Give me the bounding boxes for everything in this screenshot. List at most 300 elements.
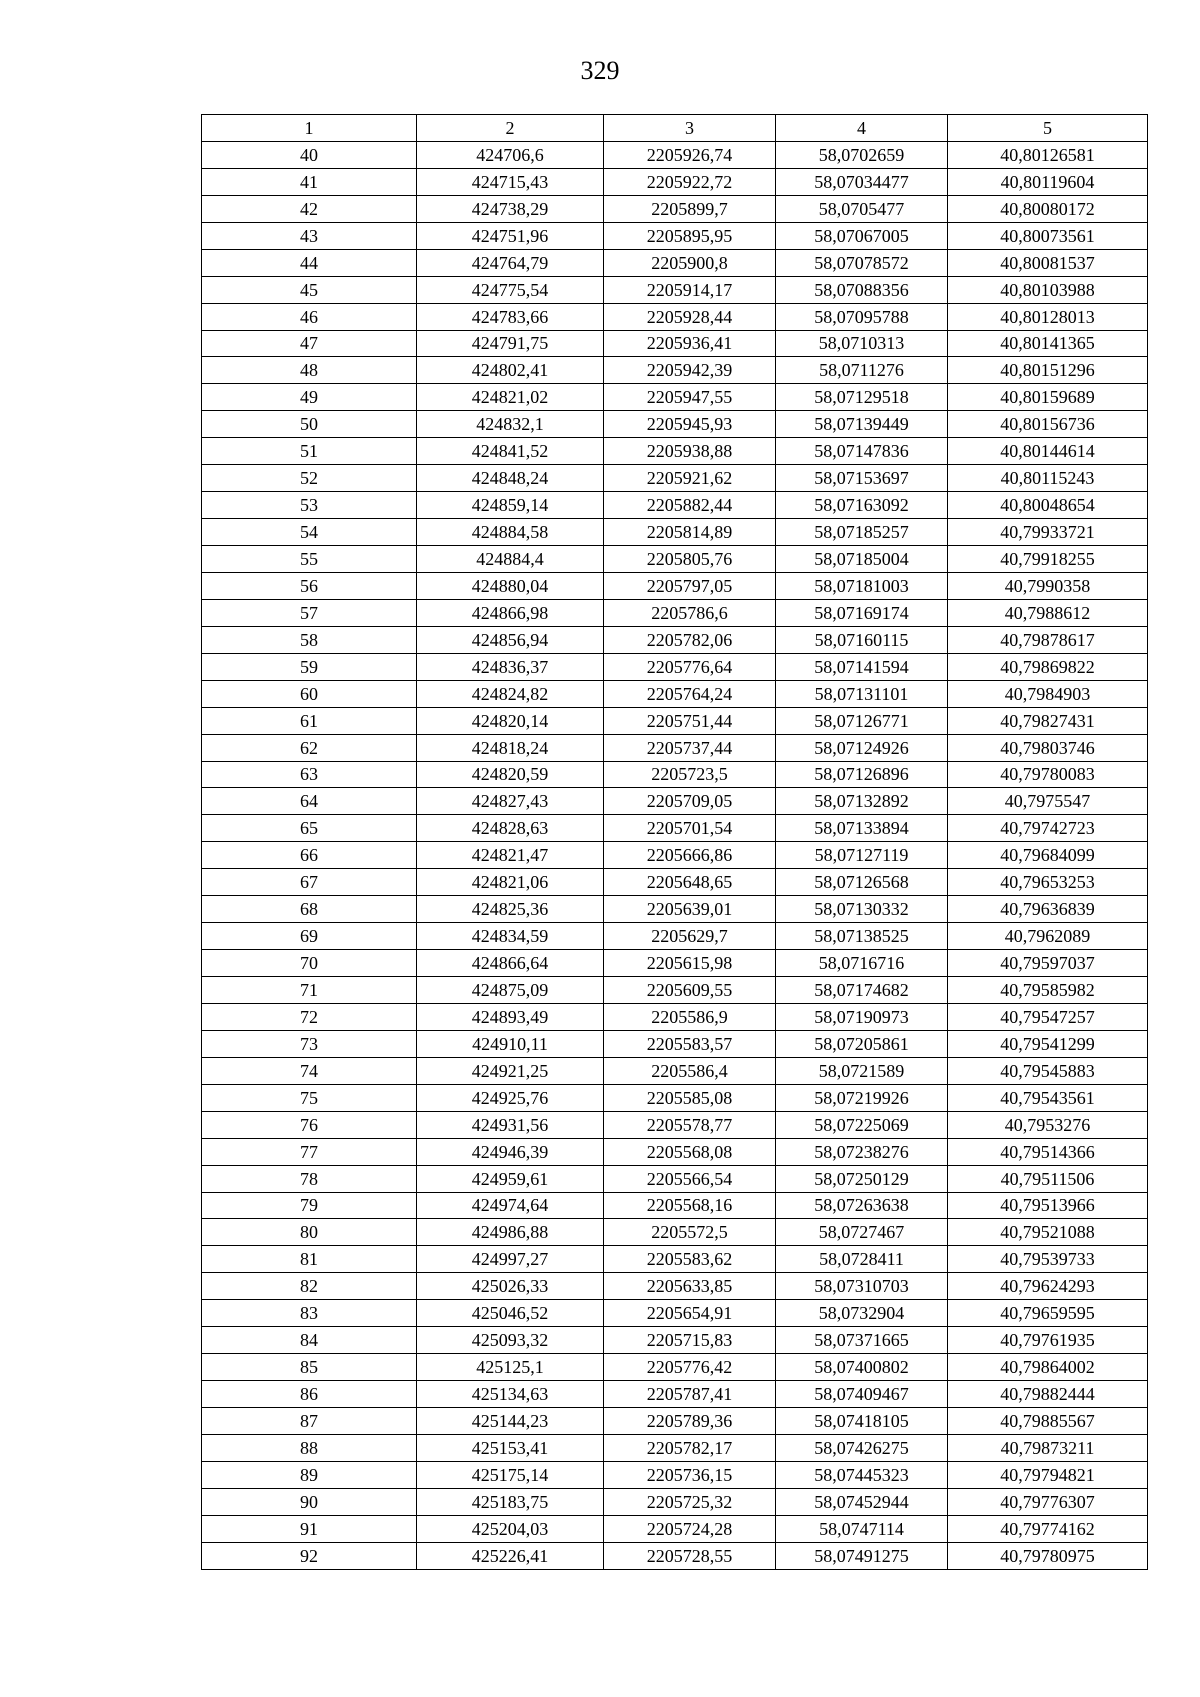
table-cell: 40,80115243 [948, 465, 1148, 492]
column-header-3: 3 [604, 115, 776, 142]
table-cell: 77 [202, 1138, 417, 1165]
table-cell: 40,80156736 [948, 411, 1148, 438]
table-cell: 40,79742723 [948, 815, 1148, 842]
table-cell: 424751,96 [417, 222, 604, 249]
table-row [202, 761, 1148, 788]
table-cell: 2205945,93 [604, 411, 776, 438]
table-row [202, 465, 1148, 492]
table-row [202, 384, 1148, 411]
table-row [202, 923, 1148, 950]
table-cell: 58,07141594 [776, 653, 948, 680]
table-cell: 40,80151296 [948, 357, 1148, 384]
table-cell: 57 [202, 599, 417, 626]
table-cell: 58,07078572 [776, 249, 948, 276]
table-cell: 424997,27 [417, 1246, 604, 1273]
table-cell: 2205787,41 [604, 1381, 776, 1408]
table-cell: 45 [202, 276, 417, 303]
table-cell: 2205805,76 [604, 546, 776, 573]
table-cell: 2205583,57 [604, 1030, 776, 1057]
table-cell: 424738,29 [417, 195, 604, 222]
table-cell: 424848,24 [417, 465, 604, 492]
table-cell: 40,79918255 [948, 546, 1148, 573]
table-cell: 424821,47 [417, 842, 604, 869]
table-row [202, 276, 1148, 303]
table-cell: 75 [202, 1084, 417, 1111]
table-cell: 59 [202, 653, 417, 680]
table-cell: 46 [202, 303, 417, 330]
table-cell: 2205568,16 [604, 1192, 776, 1219]
table-cell: 60 [202, 680, 417, 707]
table-cell: 58,07205861 [776, 1030, 948, 1057]
table-cell: 40,79827431 [948, 707, 1148, 734]
table-cell: 40,79636839 [948, 896, 1148, 923]
table-cell: 2205568,08 [604, 1138, 776, 1165]
table-row [202, 1192, 1148, 1219]
table-cell: 2205572,5 [604, 1219, 776, 1246]
table-cell: 424925,76 [417, 1084, 604, 1111]
table-cell: 85 [202, 1354, 417, 1381]
table-cell: 54 [202, 519, 417, 546]
table-cell: 58 [202, 626, 417, 653]
table-cell: 2205724,28 [604, 1515, 776, 1542]
table-cell: 58,07250129 [776, 1165, 948, 1192]
table-cell: 424893,49 [417, 1003, 604, 1030]
column-header-5: 5 [948, 115, 1148, 142]
table-cell: 40,80128013 [948, 303, 1148, 330]
table-cell: 424974,64 [417, 1192, 604, 1219]
table-cell: 424834,59 [417, 923, 604, 950]
table-cell: 40,80159689 [948, 384, 1148, 411]
table-row [202, 869, 1148, 896]
table-cell: 424824,82 [417, 680, 604, 707]
table-cell: 424866,98 [417, 599, 604, 626]
table-cell: 80 [202, 1219, 417, 1246]
table-cell: 40,79511506 [948, 1165, 1148, 1192]
table-cell: 58,07185004 [776, 546, 948, 573]
table-cell: 82 [202, 1273, 417, 1300]
table-cell: 58,0727467 [776, 1219, 948, 1246]
table-cell: 40,7990358 [948, 572, 1148, 599]
table-cell: 74 [202, 1057, 417, 1084]
table-row [202, 1354, 1148, 1381]
table-cell: 42 [202, 195, 417, 222]
coordinates-table [201, 114, 1148, 1570]
header-row [202, 115, 1148, 142]
table-cell: 40,79539733 [948, 1246, 1148, 1273]
table-cell: 48 [202, 357, 417, 384]
table-cell: 58,07225069 [776, 1111, 948, 1138]
column-header-4: 4 [776, 115, 948, 142]
table-row [202, 1057, 1148, 1084]
table-row [202, 626, 1148, 653]
table-cell: 40,79659595 [948, 1300, 1148, 1327]
table-row [202, 492, 1148, 519]
table-row [202, 1434, 1148, 1461]
table-cell: 2205639,01 [604, 896, 776, 923]
table-row [202, 168, 1148, 195]
table-cell: 40,79684099 [948, 842, 1148, 869]
table-cell: 424921,25 [417, 1057, 604, 1084]
table-cell: 2205737,44 [604, 734, 776, 761]
table-cell: 58,07219926 [776, 1084, 948, 1111]
table-cell: 58,07088356 [776, 276, 948, 303]
table-cell: 2205586,4 [604, 1057, 776, 1084]
table-cell: 2205776,42 [604, 1354, 776, 1381]
table-cell: 58,0702659 [776, 141, 948, 168]
table-row [202, 1138, 1148, 1165]
table-row [202, 195, 1148, 222]
table-row [202, 1488, 1148, 1515]
table-cell: 69 [202, 923, 417, 950]
table-cell: 40,79776307 [948, 1488, 1148, 1515]
table-cell: 90 [202, 1488, 417, 1515]
table-cell: 40,7988612 [948, 599, 1148, 626]
table-cell: 425093,32 [417, 1327, 604, 1354]
table-cell: 58,07129518 [776, 384, 948, 411]
table-row [202, 1219, 1148, 1246]
table-cell: 40,79547257 [948, 1003, 1148, 1030]
table-cell: 55 [202, 546, 417, 573]
table-header [202, 115, 1148, 142]
table-cell: 2205751,44 [604, 707, 776, 734]
table-row [202, 1515, 1148, 1542]
table-cell: 424821,02 [417, 384, 604, 411]
table-cell: 40,79878617 [948, 626, 1148, 653]
table-row [202, 1030, 1148, 1057]
table-row [202, 1461, 1148, 1488]
table-cell: 425204,03 [417, 1515, 604, 1542]
table-cell: 70 [202, 950, 417, 977]
table-cell: 40,79624293 [948, 1273, 1148, 1300]
table-cell: 62 [202, 734, 417, 761]
table-cell: 58,07124926 [776, 734, 948, 761]
table-cell: 2205797,05 [604, 572, 776, 599]
table-cell: 58,0728411 [776, 1246, 948, 1273]
table-cell: 424832,1 [417, 411, 604, 438]
table-cell: 58,07238276 [776, 1138, 948, 1165]
table-cell: 44 [202, 249, 417, 276]
table-cell: 2205715,83 [604, 1327, 776, 1354]
table-cell: 40,79873211 [948, 1434, 1148, 1461]
column-header-2: 2 [417, 115, 604, 142]
table-cell: 40,79864002 [948, 1354, 1148, 1381]
table-cell: 83 [202, 1300, 417, 1327]
table-cell: 2205895,95 [604, 222, 776, 249]
table-cell: 2205654,91 [604, 1300, 776, 1327]
table-cell: 47 [202, 330, 417, 357]
table-row [202, 1327, 1148, 1354]
table-cell: 58,07445323 [776, 1461, 948, 1488]
table-row [202, 1003, 1148, 1030]
table-cell: 425134,63 [417, 1381, 604, 1408]
table-row [202, 330, 1148, 357]
table-row [202, 977, 1148, 1004]
table-cell: 52 [202, 465, 417, 492]
table-cell: 84 [202, 1327, 417, 1354]
table-cell: 91 [202, 1515, 417, 1542]
table-cell: 2205789,36 [604, 1408, 776, 1435]
table-cell: 58,07126896 [776, 761, 948, 788]
table-cell: 92 [202, 1542, 417, 1569]
table-cell: 58,0705477 [776, 195, 948, 222]
table-cell: 2205782,06 [604, 626, 776, 653]
table-row [202, 357, 1148, 384]
table-cell: 58,07418105 [776, 1408, 948, 1435]
table-cell: 424764,79 [417, 249, 604, 276]
table-row [202, 950, 1148, 977]
table-cell: 58,07409467 [776, 1381, 948, 1408]
table-cell: 40,79780975 [948, 1542, 1148, 1569]
table-row [202, 1111, 1148, 1138]
table-cell: 73 [202, 1030, 417, 1057]
table-cell: 425144,23 [417, 1408, 604, 1435]
table-row [202, 599, 1148, 626]
table-cell: 425046,52 [417, 1300, 604, 1327]
table-cell: 58,0710313 [776, 330, 948, 357]
table-cell: 40,7975547 [948, 788, 1148, 815]
table-cell: 424986,88 [417, 1219, 604, 1246]
table-cell: 2205928,44 [604, 303, 776, 330]
table-cell: 2205586,9 [604, 1003, 776, 1030]
table-cell: 58,07169174 [776, 599, 948, 626]
table-cell: 424791,75 [417, 330, 604, 357]
table-cell: 424866,64 [417, 950, 604, 977]
table-cell: 79 [202, 1192, 417, 1219]
table-row [202, 519, 1148, 546]
page-number: 329 [580, 56, 620, 85]
table-cell: 2205776,64 [604, 653, 776, 680]
table-cell: 58,07181003 [776, 572, 948, 599]
table-cell: 40,80141365 [948, 330, 1148, 357]
table-row [202, 680, 1148, 707]
table-cell: 58,07126771 [776, 707, 948, 734]
table-cell: 2205583,62 [604, 1246, 776, 1273]
table-cell: 2205615,98 [604, 950, 776, 977]
table-cell: 2205947,55 [604, 384, 776, 411]
table-cell: 2205900,8 [604, 249, 776, 276]
table-cell: 2205936,41 [604, 330, 776, 357]
table-cell: 2205723,5 [604, 761, 776, 788]
table-row [202, 1165, 1148, 1192]
table-cell: 2205728,55 [604, 1542, 776, 1569]
table-cell: 58,07127119 [776, 842, 948, 869]
table-cell: 58,07138525 [776, 923, 948, 950]
table-cell: 40,79541299 [948, 1030, 1148, 1057]
table-cell: 81 [202, 1246, 417, 1273]
table-cell: 2205566,54 [604, 1165, 776, 1192]
table-cell: 424856,94 [417, 626, 604, 653]
table-cell: 58,07131101 [776, 680, 948, 707]
table-cell: 50 [202, 411, 417, 438]
table-cell: 424841,52 [417, 438, 604, 465]
table-cell: 424884,4 [417, 546, 604, 573]
table-cell: 78 [202, 1165, 417, 1192]
table-cell: 89 [202, 1461, 417, 1488]
table-cell: 40,79774162 [948, 1515, 1148, 1542]
table-cell: 424931,56 [417, 1111, 604, 1138]
table-cell: 2205914,17 [604, 276, 776, 303]
table-cell: 424818,24 [417, 734, 604, 761]
table-cell: 425125,1 [417, 1354, 604, 1381]
table-cell: 40,80081537 [948, 249, 1148, 276]
table-cell: 51 [202, 438, 417, 465]
table-cell: 58,07174682 [776, 977, 948, 1004]
table-cell: 424706,6 [417, 141, 604, 168]
table-cell: 424910,11 [417, 1030, 604, 1057]
table-row [202, 1084, 1148, 1111]
table-cell: 58,0716716 [776, 950, 948, 977]
table-cell: 76 [202, 1111, 417, 1138]
table-cell: 2205709,05 [604, 788, 776, 815]
table-cell: 425226,41 [417, 1542, 604, 1569]
table-row [202, 222, 1148, 249]
table-cell: 61 [202, 707, 417, 734]
table-row [202, 249, 1148, 276]
table-cell: 2205921,62 [604, 465, 776, 492]
table-cell: 424775,54 [417, 276, 604, 303]
table-row [202, 141, 1148, 168]
table-cell: 63 [202, 761, 417, 788]
table-cell: 2205701,54 [604, 815, 776, 842]
table-cell: 2205882,44 [604, 492, 776, 519]
table-cell: 56 [202, 572, 417, 599]
table-cell: 2205922,72 [604, 168, 776, 195]
table-row [202, 842, 1148, 869]
table-cell: 67 [202, 869, 417, 896]
table-cell: 58,07310703 [776, 1273, 948, 1300]
table-cell: 58,0711276 [776, 357, 948, 384]
table-cell: 58,07147836 [776, 438, 948, 465]
table-cell: 40,80144614 [948, 438, 1148, 465]
table-cell: 425153,41 [417, 1434, 604, 1461]
table-cell: 40,79803746 [948, 734, 1148, 761]
table-cell: 2205666,86 [604, 842, 776, 869]
table-cell: 424783,66 [417, 303, 604, 330]
table-cell: 2205609,55 [604, 977, 776, 1004]
table-cell: 41 [202, 168, 417, 195]
table-cell: 40,79543561 [948, 1084, 1148, 1111]
table-cell: 58,07095788 [776, 303, 948, 330]
table-cell: 53 [202, 492, 417, 519]
table-row [202, 1542, 1148, 1569]
table-cell: 64 [202, 788, 417, 815]
table-row [202, 1408, 1148, 1435]
table-cell: 58,07126568 [776, 869, 948, 896]
table-cell: 58,07426275 [776, 1434, 948, 1461]
table-cell: 2205633,85 [604, 1273, 776, 1300]
table-cell: 71 [202, 977, 417, 1004]
table-cell: 424825,36 [417, 896, 604, 923]
table-row [202, 734, 1148, 761]
table-cell: 58,07263638 [776, 1192, 948, 1219]
table-cell: 40,79761935 [948, 1327, 1148, 1354]
table-cell: 2205926,74 [604, 141, 776, 168]
table-cell: 424828,63 [417, 815, 604, 842]
table-cell: 58,07153697 [776, 465, 948, 492]
table-cell: 58,07034477 [776, 168, 948, 195]
table-cell: 424959,61 [417, 1165, 604, 1192]
table-cell: 425175,14 [417, 1461, 604, 1488]
table-cell: 40,79521088 [948, 1219, 1148, 1246]
table-cell: 2205782,17 [604, 1434, 776, 1461]
table-cell: 40,80048654 [948, 492, 1148, 519]
table-cell: 58,0747114 [776, 1515, 948, 1542]
table-cell: 40,79514366 [948, 1138, 1148, 1165]
table-cell: 58,07160115 [776, 626, 948, 653]
table-cell: 88 [202, 1434, 417, 1461]
table-row [202, 1300, 1148, 1327]
table-row [202, 438, 1148, 465]
table-cell: 58,07132892 [776, 788, 948, 815]
table-row [202, 896, 1148, 923]
table-cell: 424946,39 [417, 1138, 604, 1165]
table-cell: 2205585,08 [604, 1084, 776, 1111]
table-cell: 58,0732904 [776, 1300, 948, 1327]
table-cell: 66 [202, 842, 417, 869]
table-cell: 2205578,77 [604, 1111, 776, 1138]
table-cell: 58,07185257 [776, 519, 948, 546]
table-row [202, 572, 1148, 599]
table-cell: 40,80073561 [948, 222, 1148, 249]
table-cell: 2205942,39 [604, 357, 776, 384]
table-cell: 40,79882444 [948, 1381, 1148, 1408]
table-cell: 40,80103988 [948, 276, 1148, 303]
table-cell: 40,79513966 [948, 1192, 1148, 1219]
table-cell: 424820,59 [417, 761, 604, 788]
table-row [202, 1273, 1148, 1300]
table-cell: 424836,37 [417, 653, 604, 680]
table-row [202, 411, 1148, 438]
table-cell: 2205736,15 [604, 1461, 776, 1488]
table-cell: 58,07067005 [776, 222, 948, 249]
table-cell: 40,80126581 [948, 141, 1148, 168]
table-cell: 2205648,65 [604, 869, 776, 896]
table-cell: 40,79597037 [948, 950, 1148, 977]
table-row [202, 546, 1148, 573]
table-cell: 40,79885567 [948, 1408, 1148, 1435]
table-cell: 424884,58 [417, 519, 604, 546]
table-cell: 40,7953276 [948, 1111, 1148, 1138]
table-cell: 40,79780083 [948, 761, 1148, 788]
table-cell: 58,07163092 [776, 492, 948, 519]
table-cell: 65 [202, 815, 417, 842]
table-cell: 424821,06 [417, 869, 604, 896]
table-cell: 58,0721589 [776, 1057, 948, 1084]
table-cell: 2205629,7 [604, 923, 776, 950]
table-cell: 40,80119604 [948, 168, 1148, 195]
table-cell: 424802,41 [417, 357, 604, 384]
table-cell: 86 [202, 1381, 417, 1408]
table-row [202, 707, 1148, 734]
table-cell: 40,80080172 [948, 195, 1148, 222]
table-cell: 58,07139449 [776, 411, 948, 438]
table-cell: 2205938,88 [604, 438, 776, 465]
table-row [202, 303, 1148, 330]
table-cell: 2205899,7 [604, 195, 776, 222]
table-cell: 40,79653253 [948, 869, 1148, 896]
table-cell: 424827,43 [417, 788, 604, 815]
column-header-1: 1 [202, 115, 417, 142]
table-cell: 68 [202, 896, 417, 923]
table-row [202, 815, 1148, 842]
table-cell: 2205814,89 [604, 519, 776, 546]
table-cell: 40,79794821 [948, 1461, 1148, 1488]
table-cell: 424875,09 [417, 977, 604, 1004]
table-body [202, 141, 1148, 1569]
table-cell: 58,07452944 [776, 1488, 948, 1515]
table-cell: 424715,43 [417, 168, 604, 195]
table-cell: 58,07491275 [776, 1542, 948, 1569]
